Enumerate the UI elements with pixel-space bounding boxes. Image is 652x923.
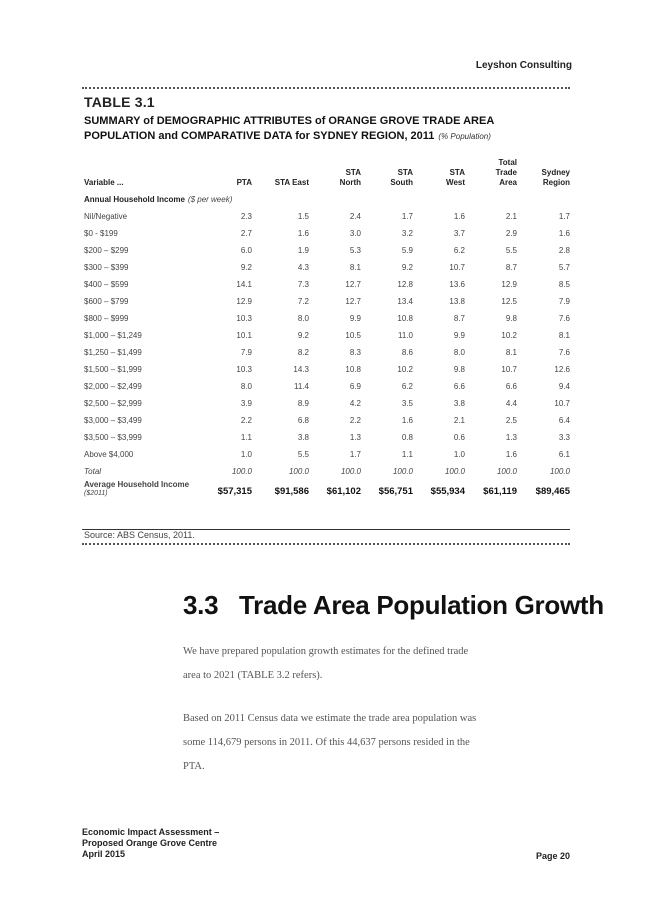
row-value: 2.9	[505, 229, 517, 238]
table-number: TABLE 3.1	[84, 94, 155, 110]
column-header	[517, 152, 570, 191]
section-label-cell	[84, 191, 570, 208]
paragraph-1	[183, 640, 543, 688]
row-label: Above $4,000	[84, 450, 134, 459]
row-value: 12.7	[345, 280, 361, 289]
table-row	[84, 259, 570, 276]
row-value: 12.8	[397, 280, 413, 289]
table-row	[84, 310, 570, 327]
table-row	[84, 378, 570, 395]
column-header	[361, 152, 413, 191]
column-header-line: STA	[449, 168, 465, 177]
row-value: 2.7	[240, 229, 252, 238]
row-value: 10.8	[397, 314, 413, 323]
average-value: $55,934	[430, 486, 465, 497]
row-value: 13.8	[449, 297, 465, 306]
row-value: 7.2	[297, 297, 309, 306]
table-row	[84, 225, 570, 242]
row-value: 6.6	[453, 382, 465, 391]
row-value: 1.7	[558, 212, 570, 221]
row-value: 1.6	[453, 212, 465, 221]
row-value: 10.2	[501, 331, 517, 340]
row-label: $800 – $999	[84, 314, 129, 323]
row-value: 12.6	[554, 365, 570, 374]
column-header-line: West	[446, 178, 465, 187]
row-value: 8.5	[558, 280, 570, 289]
row-value: 10.1	[236, 331, 252, 340]
table-row	[84, 412, 570, 429]
table-source-divider	[82, 543, 570, 545]
row-label: $1,000 – $1,249	[84, 331, 142, 340]
row-value: 1.5	[297, 212, 309, 221]
total-value: 100.0	[340, 467, 361, 476]
average-value: $61,102	[326, 486, 361, 497]
row-value: 8.2	[297, 348, 309, 357]
column-header-line: Variable ...	[84, 178, 124, 187]
section-label: Annual Household Income	[84, 195, 185, 204]
footer-line: April 2015	[82, 849, 126, 859]
row-value: 6.9	[349, 382, 361, 391]
header-divider	[82, 87, 570, 89]
column-header-line: Region	[542, 178, 570, 187]
row-value: 1.3	[505, 433, 517, 442]
column-header-line: South	[390, 178, 413, 187]
table-title-text: SUMMARY of DEMOGRAPHIC ATTRIBUTES of ORANGE GROVE TRADE AREA POPULATION and COMPARATIVE DATA for SYDNEY REGION, 2011	[84, 115, 494, 142]
average-value: $56,751	[378, 486, 413, 497]
row-value: 6.6	[505, 382, 517, 391]
row-value: 10.2	[397, 365, 413, 374]
row-value: 1.3	[349, 433, 361, 442]
table-title	[84, 114, 564, 144]
row-value: 2.4	[349, 212, 361, 221]
column-header	[252, 152, 309, 191]
row-value: 8.1	[505, 348, 517, 357]
row-value: 3.8	[453, 399, 465, 408]
table-row	[84, 276, 570, 293]
table-row	[84, 344, 570, 361]
row-value: 4.2	[349, 399, 361, 408]
row-value: 1.0	[453, 450, 465, 459]
footer-document-info	[82, 827, 219, 860]
row-value: 9.2	[240, 263, 252, 272]
table-row	[84, 208, 570, 225]
row-value: 7.9	[558, 297, 570, 306]
total-label: Total	[84, 467, 102, 476]
row-label: $0 - $199	[84, 229, 118, 238]
row-label: $600 – $799	[84, 297, 129, 306]
row-value: 0.8	[401, 433, 413, 442]
row-value: 7.9	[240, 348, 252, 357]
row-value: 2.1	[453, 416, 465, 425]
row-value: 1.0	[240, 450, 252, 459]
row-value: 1.6	[505, 450, 517, 459]
row-value: 12.9	[236, 297, 252, 306]
average-value: $61,119	[483, 486, 517, 497]
row-value: 5.5	[505, 246, 517, 255]
row-value: 5.5	[297, 450, 309, 459]
row-value: 1.7	[349, 450, 361, 459]
average-value: $91,586	[274, 486, 309, 497]
row-value: 9.4	[558, 382, 570, 391]
row-value: 6.0	[240, 246, 252, 255]
row-value: 3.9	[240, 399, 252, 408]
row-value: 12.9	[501, 280, 517, 289]
row-value: 1.6	[401, 416, 413, 425]
column-header-line: Sydney	[541, 168, 570, 177]
footer-line: Economic Impact Assessment –	[82, 827, 220, 837]
total-value: 100.0	[231, 467, 252, 476]
row-label: $1,500 – $1,999	[84, 365, 142, 374]
column-header	[465, 152, 517, 191]
row-value: 11.0	[398, 331, 413, 340]
row-value: 10.7	[501, 365, 517, 374]
average-value: $57,315	[217, 486, 252, 497]
row-value: 1.6	[558, 229, 570, 238]
column-header	[84, 152, 202, 191]
column-header-line: North	[339, 178, 361, 187]
column-header-line: STA East	[274, 178, 309, 187]
row-value: 14.3	[293, 365, 309, 374]
total-value: 100.0	[549, 467, 570, 476]
row-value: 3.7	[453, 229, 465, 238]
row-value: 6.2	[401, 382, 413, 391]
table-row	[84, 395, 570, 412]
row-label: $2,500 – $2,999	[84, 399, 142, 408]
table-row	[84, 361, 570, 378]
row-value: 10.3	[236, 314, 252, 323]
demographic-table	[84, 152, 570, 497]
row-value: 2.5	[505, 416, 517, 425]
row-value: 10.7	[449, 263, 465, 272]
row-value: 3.5	[401, 399, 413, 408]
row-label: $200 – $299	[84, 246, 129, 255]
row-value: 7.6	[558, 348, 570, 357]
total-value: 100.0	[496, 467, 517, 476]
row-value: 7.3	[297, 280, 309, 289]
row-label: $2,000 – $2,499	[84, 382, 142, 391]
row-value: 9.9	[349, 314, 361, 323]
paragraph-line: We have prepared population growth estimates for the defined trade	[183, 646, 469, 657]
row-value: 6.8	[297, 416, 309, 425]
paragraph-line: Based on 2011 Census data we estimate the trade area population was	[183, 713, 477, 724]
average-label: Average Household Income	[84, 480, 190, 489]
row-value: 0.6	[453, 433, 465, 442]
total-value: 100.0	[288, 467, 309, 476]
row-value: 3.2	[401, 229, 413, 238]
footer-line: Proposed Orange Grove Centre	[82, 838, 218, 848]
row-value: 6.1	[558, 450, 570, 459]
column-header-line: PTA	[236, 178, 252, 187]
row-value: 8.0	[297, 314, 309, 323]
paragraph-2	[183, 707, 543, 779]
paragraph-line: area to 2021 (TABLE 3.2 refers).	[183, 670, 323, 681]
table-header-row	[84, 152, 570, 191]
row-value: 5.9	[401, 246, 413, 255]
average-label-cell	[84, 480, 202, 497]
row-value: 11.4	[294, 382, 309, 391]
total-value: 100.0	[392, 467, 413, 476]
table-source: Source: ABS Census, 2011.	[84, 530, 195, 540]
row-value: 12.5	[501, 297, 517, 306]
table-section-row	[84, 191, 570, 208]
row-value: 10.7	[554, 399, 570, 408]
row-value: 1.1	[401, 450, 413, 459]
paragraph-line: PTA.	[183, 761, 205, 772]
table-row	[84, 327, 570, 344]
average-sublabel: ($2011)	[84, 490, 108, 497]
row-value: 9.2	[297, 331, 309, 340]
row-value: 6.2	[453, 246, 465, 255]
row-label: $3,000 – $3,499	[84, 416, 142, 425]
row-value: 1.7	[401, 212, 413, 221]
row-value: 5.7	[558, 263, 570, 272]
row-value: 3.3	[558, 433, 570, 442]
row-value: 9.8	[453, 365, 465, 374]
total-value: 100.0	[444, 467, 465, 476]
row-value: 6.4	[558, 416, 570, 425]
column-header	[202, 152, 252, 191]
row-value: 4.3	[297, 263, 309, 272]
row-value: 13.4	[397, 297, 413, 306]
column-header-line: STA	[397, 168, 413, 177]
column-header-line: STA	[345, 168, 361, 177]
section-unit: ($ per week)	[187, 195, 233, 204]
column-header-line: Area	[499, 178, 517, 187]
table-row	[84, 242, 570, 259]
row-label: Nil/Negative	[84, 212, 128, 221]
row-value: 8.1	[349, 263, 361, 272]
row-label: $3,500 – $3,999	[84, 433, 142, 442]
row-value: 8.9	[297, 399, 309, 408]
row-value: 8.7	[505, 263, 517, 272]
table-row	[84, 446, 570, 463]
row-value: 1.9	[297, 246, 309, 255]
row-value: 8.7	[453, 314, 465, 323]
row-value: 9.8	[505, 314, 517, 323]
row-value: 2.2	[240, 416, 252, 425]
row-value: 12.7	[345, 297, 361, 306]
row-value: 1.6	[297, 229, 309, 238]
column-header-line: Trade	[495, 168, 517, 177]
row-value: 2.1	[505, 212, 517, 221]
column-header	[413, 152, 465, 191]
row-value: 3.0	[349, 229, 361, 238]
row-value: 7.6	[558, 314, 570, 323]
row-value: 14.1	[236, 280, 252, 289]
row-value: 9.9	[453, 331, 465, 340]
row-value: 9.2	[401, 263, 413, 272]
row-label: $300 – $399	[84, 263, 129, 272]
average-income-row	[84, 480, 570, 497]
table-row	[84, 429, 570, 446]
table-total-row	[84, 463, 570, 480]
row-value: 2.8	[558, 246, 570, 255]
row-value: 8.6	[401, 348, 413, 357]
column-header	[309, 152, 361, 191]
row-value: 10.3	[236, 365, 252, 374]
header-company: Leyshon Consulting	[475, 60, 572, 71]
page-number: Page 20	[535, 851, 570, 861]
row-value: 8.0	[453, 348, 465, 357]
row-value: 8.3	[349, 348, 361, 357]
row-value: 3.8	[297, 433, 309, 442]
row-value: 8.0	[240, 382, 252, 391]
row-value: 8.1	[558, 331, 570, 340]
row-value: 13.6	[449, 280, 465, 289]
row-value: 10.5	[345, 331, 361, 340]
table-row	[84, 293, 570, 310]
row-value: 10.8	[345, 365, 361, 374]
table-title-note: (% Population)	[438, 132, 491, 141]
row-value: 5.3	[349, 246, 361, 255]
paragraph-line: some 114,679 persons in 2011. Of this 44,637 persons resided in the	[183, 737, 470, 748]
average-value: $89,465	[535, 486, 570, 497]
column-header-line: Total	[498, 158, 517, 167]
row-label: $1,250 – $1,499	[84, 348, 142, 357]
row-value: 4.4	[505, 399, 517, 408]
row-value: 1.1	[240, 433, 252, 442]
section-heading: 3.3 Trade Area Population Growth	[183, 590, 604, 620]
row-label: $400 – $599	[84, 280, 129, 289]
row-value: 2.2	[349, 416, 361, 425]
row-value: 2.3	[240, 212, 252, 221]
